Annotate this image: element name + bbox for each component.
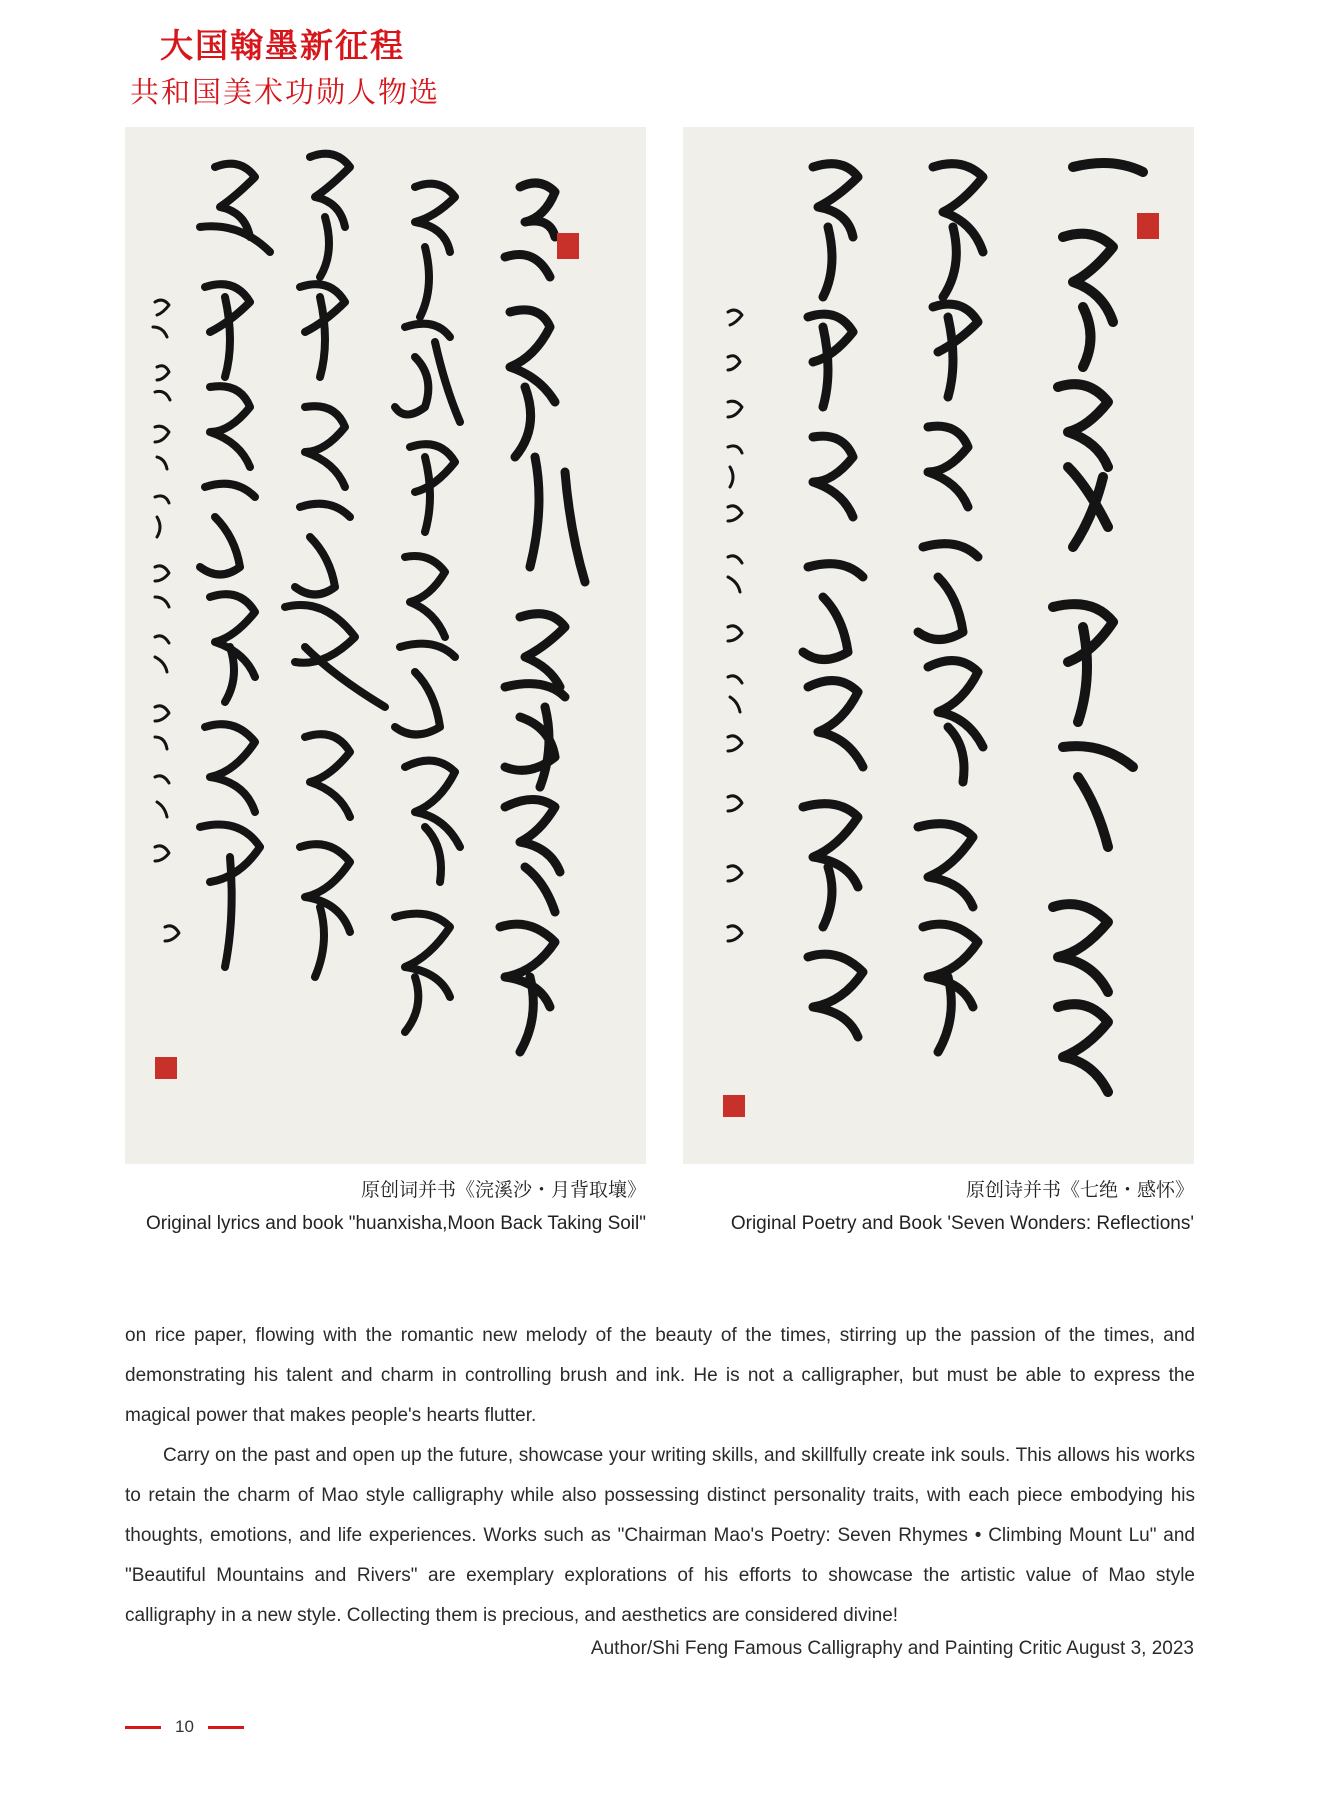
calligraphy-image-left	[125, 127, 646, 1164]
ink-column	[500, 183, 585, 1052]
article-body	[125, 1316, 1195, 1636]
ink-column	[918, 164, 983, 1052]
seal-mark	[155, 1057, 177, 1079]
page-number-bar	[208, 1726, 244, 1729]
ink-column	[395, 184, 460, 1032]
page-number	[125, 1715, 244, 1739]
artwork-right-caption-en: Original Poetry and Book 'Seven Wonders: Reflections'	[730, 1213, 1194, 1234]
artwork-left-caption-en: Original lyrics and book "huanxisha,Moon Back Taking Soil"	[145, 1213, 646, 1234]
inscription-column	[728, 310, 742, 941]
page-number-text: 10	[175, 1717, 194, 1736]
calligraphy-artwork-right	[683, 127, 1194, 1164]
ink-column	[285, 154, 385, 977]
ink-column	[803, 164, 863, 1037]
calligraphy-image-right	[683, 127, 1194, 1164]
artwork-left-caption-cn: 原创词并书《浣溪沙・月背取壤》	[360, 1179, 646, 1201]
calligraphy-artwork-left	[125, 127, 646, 1164]
inscription-column	[153, 300, 179, 941]
ink-column	[1053, 163, 1143, 1092]
artwork-right-caption-cn: 原创诗并书《七绝・感怀》	[965, 1179, 1194, 1201]
magazine-title: 大国翰墨新征程	[160, 26, 405, 65]
magazine-subtitle: 共和国美术功勋人物选	[130, 75, 441, 109]
page-number-bar	[125, 1726, 161, 1729]
paragraph: on rice paper, flowing with the romantic new melody of the beauty of the times, stirring up the passion of the times, and demonstrating his talent and charm in controlling brush and ink. He is not a calligrapher, but must be able to express the magical power that makes people's hearts flutter.	[125, 1325, 1195, 1426]
paragraph: Carry on the past and open up the future, showcase your writing skills, and skillfully create ink souls. This allows his works to retain the charm of Mao style calligraphy while also possessing distinct personality traits, with each piece embodying his thoughts, emotions, and life experiences. Works such as "Chairman Mao's Poetry: Seven Rhymes • Climbing Mount Lu" and "Beautiful Mountains and Rivers" are exemplary explorations of his efforts to showcase the artistic value of Mao style calligraphy in a new style. Collecting them is precious, and aesthetics are considered divine!	[125, 1445, 1195, 1626]
seal-mark	[723, 1095, 745, 1117]
seal-mark	[557, 233, 579, 259]
seal-mark	[1137, 213, 1159, 239]
author-line: Author/Shi Feng Famous Calligraphy and Painting Critic August 3, 2023	[590, 1638, 1194, 1659]
ink-column	[200, 164, 270, 967]
